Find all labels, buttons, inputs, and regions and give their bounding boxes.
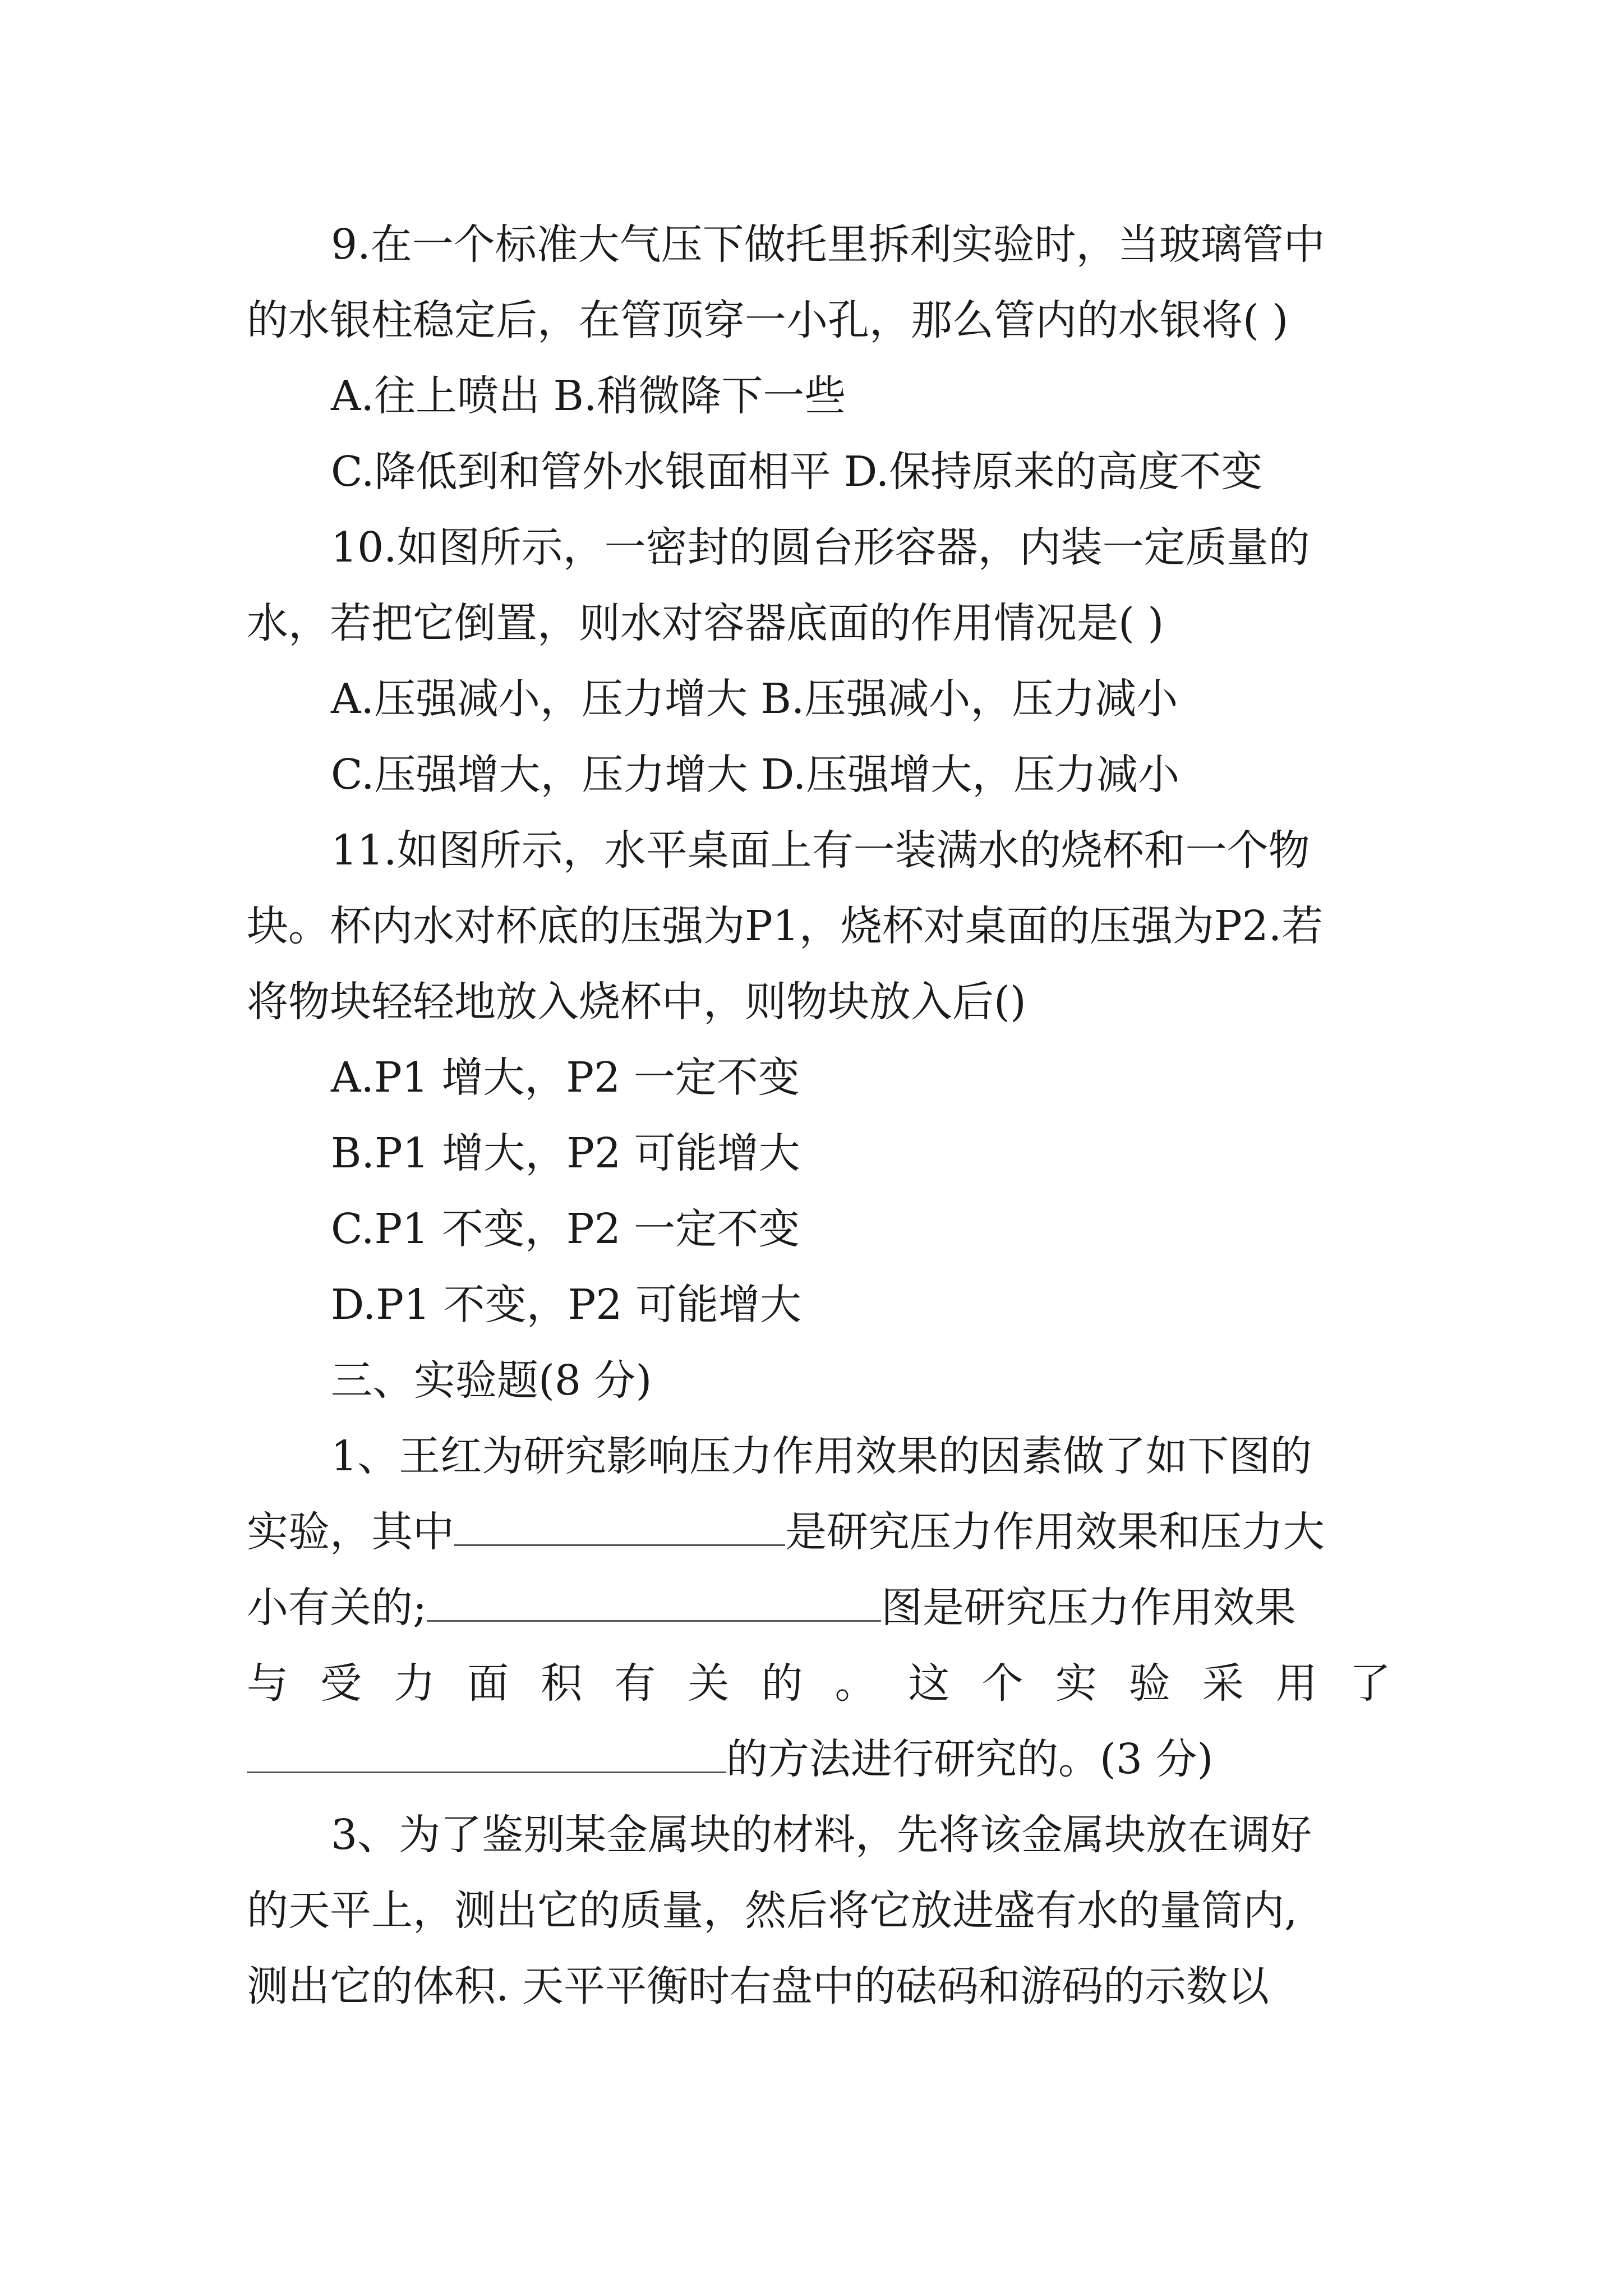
exp1-line-3-end: 图是研究压力作用效果 [880,1584,1296,1632]
q10-line-1: 10.如图所示，一密封的圆台形容器，内装一定质量的 [331,523,1310,572]
exp1-line-3 [247,1574,1391,1641]
exp1-line-2-end: 是研究压力作用效果和压力大 [785,1508,1325,1556]
q11-option-c: C.P1 不变，P2 一定不变 [331,1205,800,1253]
exp3-line-1: 3、为了鉴别某金属块的材料，先将该金属块放在调好 [331,1811,1312,1859]
q10-option-ab: A.压强减小，压力增大 B.压强减小，压力减小 [331,675,1178,723]
exp3-line-3: 测出它的体积. 天平平衡时右盘中的砝码和游码的示数以 [247,1962,1270,2010]
exp1-char: 采 [1202,1659,1244,1708]
exp1-char: 受 [320,1659,362,1708]
exp1-char: 有 [614,1659,656,1708]
q9-line-1: 9.在一个标准大气压下做托里拆利实验时，当玻璃管中 [331,220,1325,269]
q9-option-cd: C.降低到和管外水银面相平 D.保持原来的高度不变 [331,448,1263,496]
q10-line-2: 水，若把它倒置，则水对容器底面的作用情况是( ) [247,599,1164,647]
exp1-char: 个 [981,1659,1023,1708]
answer-blank-1[interactable] [454,1503,785,1546]
exp1-line-4 [247,1650,1391,1717]
q11-line-2: 块。杯内水对杯底的压强为P1，烧杯对桌面的压强为P2.若 [247,902,1324,950]
q11-line-3: 将物块轻轻地放入烧杯中，则物块放入后() [247,978,1026,1026]
exp1-line-3-start: 小有关的; [247,1584,427,1632]
exp1-char: 验 [1128,1659,1170,1708]
exp1-line-1: 1、王红为研究影响压力作用效果的因素做了如下图的 [331,1432,1312,1480]
answer-blank-2[interactable] [427,1579,881,1622]
q11-option-a: A.P1 增大，P2 一定不变 [331,1053,800,1102]
exp1-char: 面 [467,1659,509,1708]
q9-line-2: 的水银柱稳定后，在管顶穿一小孔，那么管内的水银将( ) [247,296,1289,344]
exp1-char: 积 [541,1659,583,1708]
exp1-char: 的 [761,1659,803,1708]
exp1-line-2-start: 实验，其中 [247,1508,454,1556]
q11-option-b: B.P1 增大，P2 可能增大 [331,1129,800,1177]
q11-line-1: 11.如图所示，水平桌面上有一装满水的烧杯和一个物 [331,826,1310,875]
exp1-char: 了 [1349,1659,1391,1708]
exp1-char: 与 [247,1659,288,1708]
exp1-char: 。 [834,1659,877,1708]
answer-blank-3[interactable] [247,1730,726,1773]
exp1-char: 力 [394,1659,436,1708]
exp1-char: 关 [688,1659,730,1708]
exp1-line-2 [247,1498,1391,1566]
exp1-char: 实 [1055,1659,1097,1708]
section-heading: 三、实验题(8 分) [331,1356,652,1405]
q11-option-d: D.P1 不变，P2 可能增大 [331,1281,802,1329]
exp3-line-2: 的天平上，测出它的质量，然后将它放进盛有水的量筒内, [247,1887,1298,1935]
q10-option-cd: C.压强增大，压力增大 D.压强增大，压力减小 [331,751,1180,799]
q9-option-ab: A.往上喷出 B.稍微降下一些 [331,372,846,420]
exp1-line-5-end: 的方法进行研究的。(3 分) [726,1735,1214,1783]
exp1-char: 这 [908,1659,950,1708]
exp1-char: 用 [1275,1659,1317,1708]
exp1-line-5 [247,1726,1391,1793]
